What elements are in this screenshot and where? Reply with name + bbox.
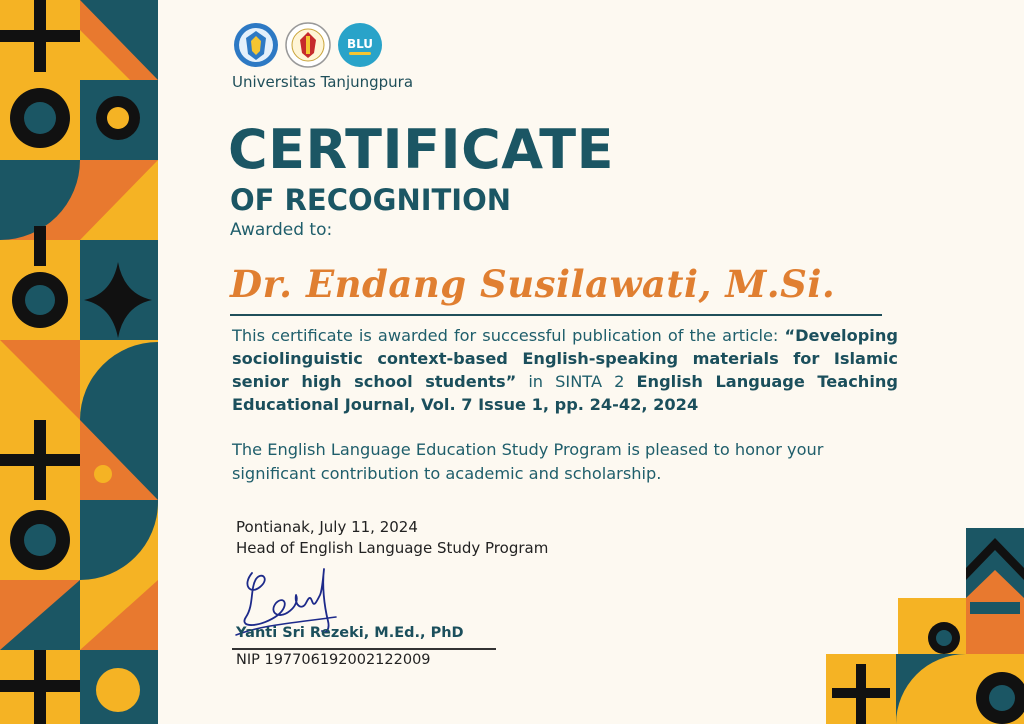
signature-line	[232, 648, 496, 650]
faculty-seal-icon	[285, 22, 331, 68]
blu-badge-text: BLU	[346, 37, 374, 51]
right-geometric-decoration	[826, 528, 1024, 724]
signer-name: Yanti Sri Rezeki, M.Ed., PhD	[236, 625, 464, 641]
logo-row	[233, 22, 383, 68]
publication-paragraph	[232, 324, 898, 416]
university-seal-icon	[233, 22, 279, 68]
in-sinta-text: in SINTA 2	[516, 372, 637, 391]
signer-nip: NIP 197706192002122009	[236, 652, 431, 668]
article-title: “Developing sociolinguistic context-based English-speaking materials for Islamic senior high school students”	[232, 326, 898, 391]
name-underline	[230, 314, 882, 316]
left-geometric-border	[0, 0, 158, 724]
blu-badge-icon	[337, 22, 383, 68]
awarded-to-label: Awarded to:	[230, 220, 333, 240]
signature-header	[236, 517, 548, 559]
university-name: Universitas Tanjungpura	[232, 73, 414, 91]
honor-paragraph: The English Language Education Study Program is pleased to honor your significant contribution to academic and scholarship.	[232, 440, 824, 483]
recipient-name: Dr. Endang Susilawati, M.Si.	[230, 262, 836, 306]
intro-text: This certificate is awarded for successful publication of the article:	[232, 326, 779, 345]
journal-info: English Language Teaching Educational Journal, Vol. 7 Issue 1, pp. 24-42, 2024	[232, 372, 898, 414]
signer-position: Head of English Language Study Program	[236, 539, 549, 557]
place-date: Pontianak, July 11, 2024	[236, 518, 418, 536]
certificate-subtitle: OF RECOGNITION	[230, 183, 511, 217]
certificate-title: CERTIFICATE	[228, 118, 615, 181]
